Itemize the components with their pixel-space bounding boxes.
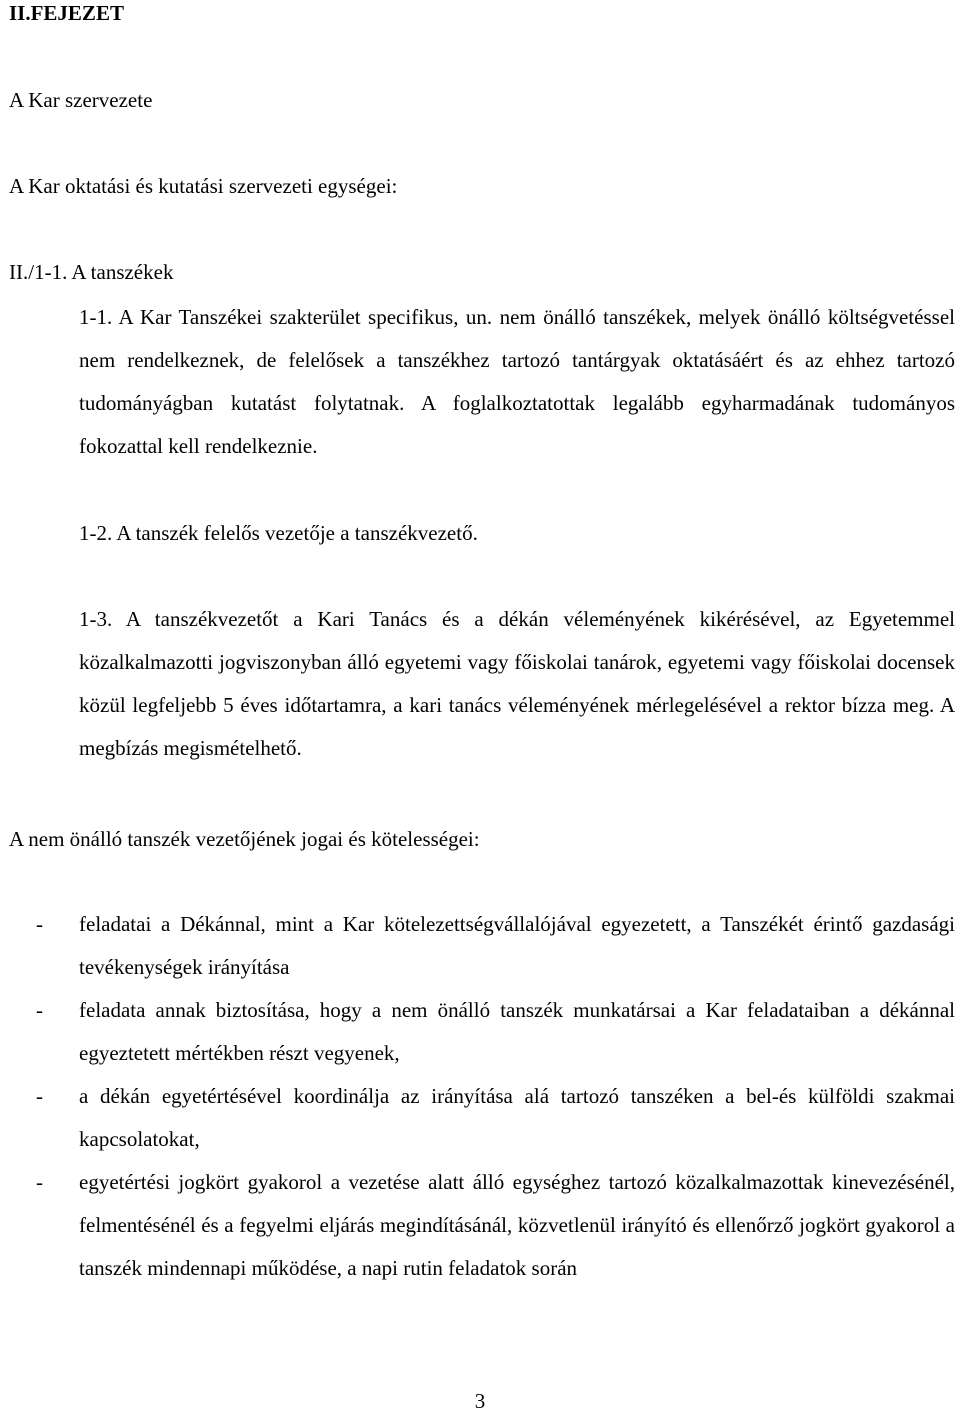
list-item (9, 1161, 955, 1290)
duties-list (9, 903, 955, 1290)
list-dash: - (36, 912, 43, 936)
section-title: A Kar szervezete (9, 88, 153, 112)
list-item-text: egyetértési jogkört gyakorol a vezetése alatt álló egységhez tartozó közalkalmazottak kinevezésénél, felmentésénél és a fegyelmi eljárás megindításánál, közvetlenül irányító és ellenőrző jogkört gyakorol a tanszék mindennapi működése, a napi rutin feladatok során (79, 1170, 955, 1280)
paragraph-1-1: 1-1. A Kar Tanszékei szakterület specifikus, un. nem önálló tanszékek, melyek önálló költségvetéssel nem rendelkeznek, de felelősek a tanszékhez tartozó tantárgyak oktatásáért és az ehhez tartozó tudományágban kutatást folytatnak. A foglalkoztatottak legalább egyharmadának tudományos fokozattal kell rendelkeznie. (79, 305, 955, 458)
list-item (9, 1075, 955, 1161)
list-dash: - (36, 1084, 43, 1108)
chapter-heading: II.FEJEZET (9, 1, 124, 25)
rights-duties-heading: A nem önálló tanszék vezetőjének jogai és kötelességei: (9, 827, 480, 851)
list-dash: - (36, 998, 43, 1022)
list-item-text: feladata annak biztosítása, hogy a nem önálló tanszék munkatársai a Kar feladataiban a dékánnal egyeztetett mértékben részt vegyenek, (79, 998, 955, 1065)
page-number: 3 (474, 1389, 486, 1413)
list-item-text: a dékán egyetértésével koordinálja az irányítása alá tartozó tanszéken a bel-és külföldi szakmai kapcsolatokat, (79, 1084, 955, 1151)
list-dash: - (36, 1170, 43, 1194)
list-item (9, 989, 955, 1075)
subsection-title: II./1-1. A tanszékek (9, 260, 174, 284)
list-item-text: feladatai a Dékánnal, mint a Kar kötelezettségvállalójával egyezetett, a Tanszékét érintő gazdasági tevékenységek irányítása (79, 912, 955, 979)
list-item (9, 903, 955, 989)
paragraph-1-2: 1-2. A tanszék felelős vezetője a tanszékvezető. (79, 521, 478, 545)
paragraph-1-3: 1-3. A tanszékvezetőt a Kari Tanács és a dékán véleményének kikérésével, az Egyetemmel közalkalmazotti jogviszonyban álló egyetemi vagy főiskolai tanárok, egyetemi vagy főiskolai docensek közül legfeljebb 5 éves időtartamra, a kari tanács véleményének mérlegelésével a rektor bízza meg. A megbízás megismételhető. (79, 607, 955, 760)
units-title: A Kar oktatási és kutatási szervezeti egységei: (9, 174, 398, 198)
